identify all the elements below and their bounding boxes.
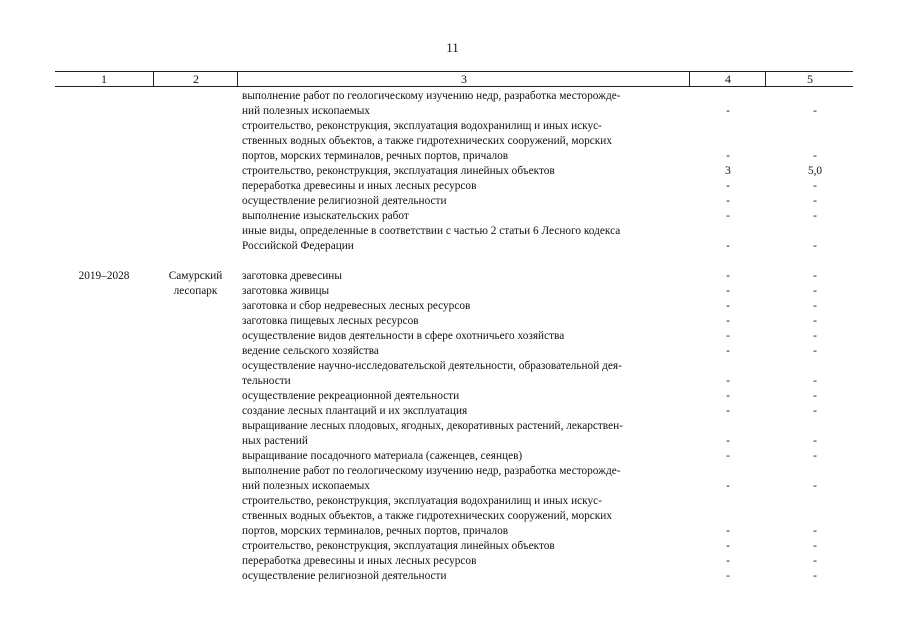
activity-cell (242, 419, 687, 449)
table-row (0, 329, 905, 344)
value-col-4: - (726, 330, 730, 342)
header-col-5: 5 (765, 72, 854, 86)
value-col-4: - (726, 435, 730, 447)
table-row (0, 389, 905, 404)
value-col-4: - (726, 300, 730, 312)
activity-cell (242, 539, 687, 554)
header-col-3: 3 (237, 72, 690, 86)
value-col-4: - (726, 480, 730, 492)
activity-cell (242, 164, 687, 179)
activity-line: портов, морских терминалов, речных портов, причалов (242, 525, 509, 537)
value-col-5: - (813, 330, 817, 342)
activity-line: тельности (242, 375, 291, 387)
activity-cell (242, 449, 687, 464)
activity-line: заготовка пищевых лесных ресурсов (242, 315, 419, 327)
activity-cell (242, 209, 687, 224)
activity-line: строительство, реконструкция, эксплуатация водохранилищ и иных искус- (242, 120, 602, 132)
activity-cell (242, 224, 687, 254)
value-col-5: - (813, 480, 817, 492)
activity-line: ных растений (242, 435, 308, 447)
table-row (0, 464, 905, 494)
value-col-4: - (726, 570, 730, 582)
table-row (0, 359, 905, 389)
table-row (0, 554, 905, 569)
activity-line: заготовка древесины (242, 270, 342, 282)
table-row (0, 494, 905, 539)
header-col-2: 2 (153, 72, 238, 86)
table-row (0, 194, 905, 209)
value-col-5: - (813, 450, 817, 462)
value-col-5: - (813, 195, 817, 207)
activity-cell (242, 389, 687, 404)
value-col-5: - (813, 345, 817, 357)
table-row (0, 209, 905, 224)
value-col-5: - (813, 315, 817, 327)
activity-line: строительство, реконструкция, эксплуатация линейных объектов (242, 165, 555, 177)
page-number: 11 (446, 40, 459, 55)
activity-line: создание лесных плантаций и их эксплуатация (242, 405, 468, 417)
activity-line: заготовка и сбор недревесных лесных ресурсов (242, 300, 471, 312)
row-spacer (0, 254, 905, 269)
header-col-4: 4 (689, 72, 766, 86)
activity-cell (242, 359, 687, 389)
activity-line: строительство, реконструкция, эксплуатация линейных объектов (242, 540, 555, 552)
activity-cell (242, 299, 687, 314)
table-row (0, 179, 905, 194)
period-cell: 2019–2028 (78, 270, 130, 282)
table-row (0, 449, 905, 464)
activity-cell (242, 494, 687, 539)
table-row (0, 569, 905, 584)
forest-park-cell: Самурский лесопарк (168, 270, 223, 297)
value-col-4: - (726, 345, 730, 357)
activity-line: заготовка живицы (242, 285, 330, 297)
activity-cell (242, 89, 687, 119)
activity-line: осуществление религиозной деятельности (242, 570, 447, 582)
value-col-4: - (726, 240, 730, 252)
activity-line: осуществление видов деятельности в сфере охотничьего хозяйства (242, 330, 565, 342)
value-col-5: 5,0 (807, 165, 823, 177)
value-col-5: - (813, 240, 817, 252)
activity-line: ний полезных ископаемых (242, 105, 370, 117)
activity-line: выполнение работ по геологическому изучению недр, разработка месторожде- (242, 465, 621, 477)
value-col-5: - (813, 570, 817, 582)
value-col-5: - (813, 555, 817, 567)
activity-line: Российской Федерации (242, 240, 354, 252)
table-row (0, 284, 905, 299)
activity-cell (242, 554, 687, 569)
value-col-5: - (813, 180, 817, 192)
activity-cell (242, 269, 687, 284)
activity-line: строительство, реконструкция, эксплуатация водохранилищ и иных искус- (242, 495, 602, 507)
activity-cell (242, 119, 687, 164)
activity-cell (242, 404, 687, 419)
value-col-5: - (813, 540, 817, 552)
value-col-4: - (726, 540, 730, 552)
activity-line: осуществление религиозной деятельности (242, 195, 447, 207)
value-col-5: - (813, 210, 817, 222)
value-col-5: - (813, 270, 817, 282)
value-col-4: - (726, 285, 730, 297)
value-col-5: - (813, 375, 817, 387)
table-body (0, 89, 905, 640)
value-col-5: - (813, 285, 817, 297)
table-row (0, 314, 905, 329)
table-header (55, 71, 853, 87)
value-col-4: - (726, 180, 730, 192)
activity-line: переработка древесины и иных лесных ресурсов (242, 555, 477, 567)
activity-cell (242, 179, 687, 194)
table-row (0, 344, 905, 359)
value-col-4: - (726, 405, 730, 417)
activity-line: ственных водных объектов, а также гидротехнических сооружений, морских (242, 510, 612, 522)
value-col-5: - (813, 105, 817, 117)
table-row (0, 419, 905, 449)
activity-line: осуществление научно-исследовательской деятельности, образовательной дея- (242, 360, 622, 372)
value-col-4: - (726, 150, 730, 162)
activity-line: ственных водных объектов, а также гидротехнических сооружений, морских (242, 135, 612, 147)
activity-line: выполнение работ по геологическому изучению недр, разработка месторожде- (242, 90, 621, 102)
activity-line: портов, морских терминалов, речных портов, причалов (242, 150, 509, 162)
activity-cell (242, 314, 687, 329)
value-col-5: - (813, 435, 817, 447)
table-row (0, 299, 905, 314)
activity-cell (242, 284, 687, 299)
activity-line: переработка древесины и иных лесных ресурсов (242, 180, 477, 192)
activity-cell (242, 464, 687, 494)
table-row (0, 89, 905, 119)
activity-line: иные виды, определенные в соответствии с частью 2 статьи 6 Лесного кодекса (242, 225, 621, 237)
value-col-4: - (726, 555, 730, 567)
activity-line: осуществление рекреационной деятельности (242, 390, 460, 402)
value-col-5: - (813, 300, 817, 312)
value-col-4: 3 (725, 165, 731, 177)
value-col-5: - (813, 150, 817, 162)
value-col-4: - (726, 105, 730, 117)
table-row (0, 119, 905, 164)
value-col-4: - (726, 450, 730, 462)
activity-cell (242, 569, 687, 584)
table-row (0, 224, 905, 254)
activity-line: выращивание посадочного материала (саженцев, сеянцев) (242, 450, 523, 462)
value-col-4: - (726, 375, 730, 387)
value-col-4: - (726, 210, 730, 222)
table-row (0, 404, 905, 419)
table-row (0, 164, 905, 179)
value-col-4: - (726, 390, 730, 402)
value-col-4: - (726, 270, 730, 282)
value-col-5: - (813, 390, 817, 402)
activity-line: выполнение изыскательских работ (242, 210, 409, 222)
table-row (0, 539, 905, 554)
header-col-1: 1 (101, 72, 107, 86)
activity-cell (242, 344, 687, 359)
activity-cell (242, 194, 687, 209)
value-col-5: - (813, 405, 817, 417)
activity-line: ведение сельского хозяйства (242, 345, 379, 357)
activity-line: ний полезных ископаемых (242, 480, 370, 492)
value-col-4: - (726, 315, 730, 327)
value-col-4: - (726, 525, 730, 537)
activity-line: выращивание лесных плодовых, ягодных, декоративных растений, лекарствен- (242, 420, 623, 432)
value-col-5: - (813, 525, 817, 537)
activity-cell (242, 329, 687, 344)
value-col-4: - (726, 195, 730, 207)
